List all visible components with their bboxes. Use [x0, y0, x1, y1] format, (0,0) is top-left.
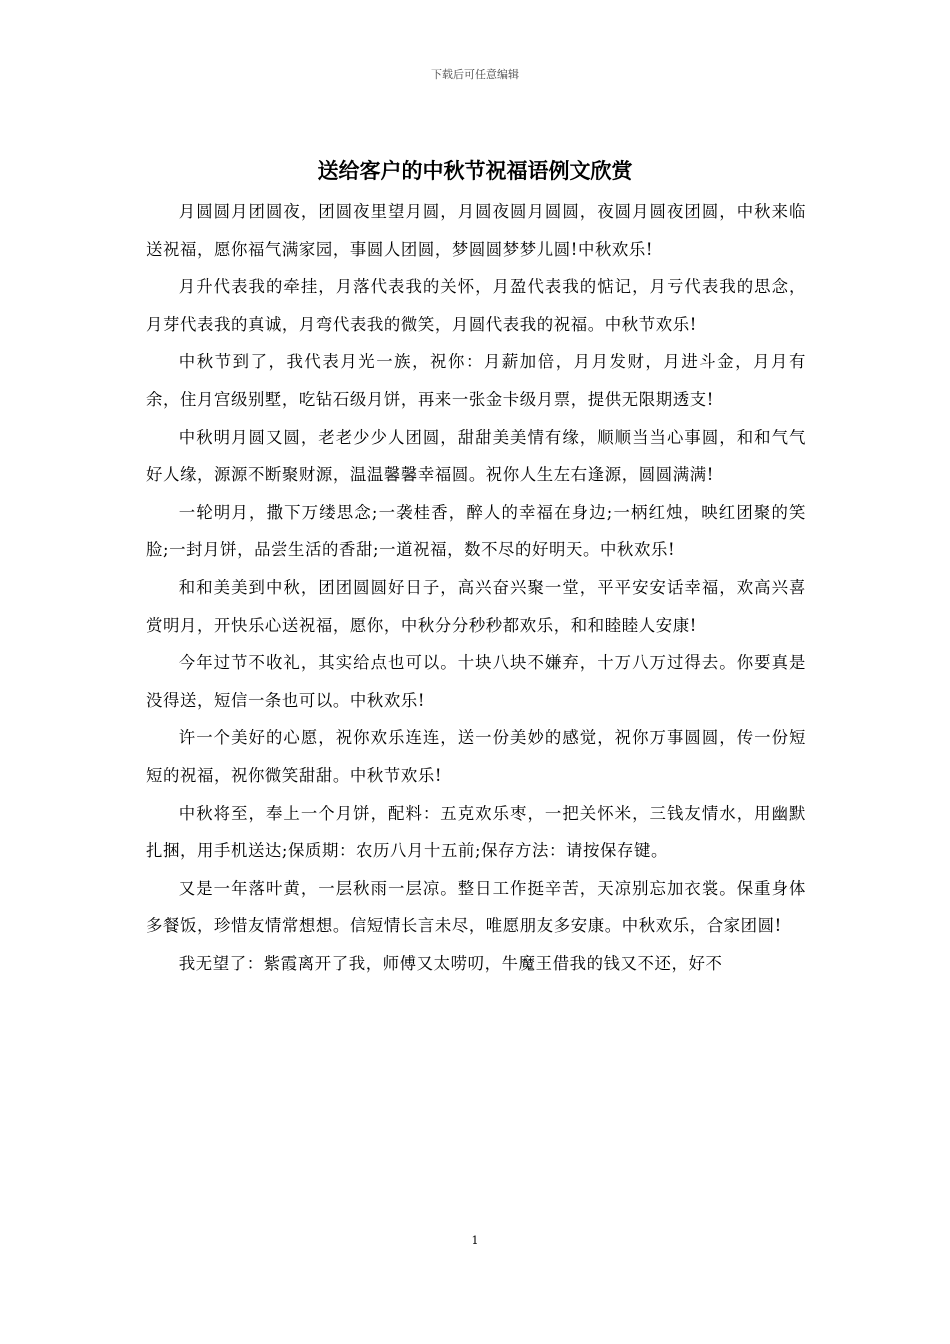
paragraph: 和和美美到中秋，团团圆圆好日子，高兴奋兴聚一堂，平平安安话幸福，欢高兴喜赏明月，开快乐心送祝福，愿你，中秋分分秒秒都欢乐，和和睦睦人安康!: [146, 577, 806, 635]
paragraph: 又是一年落叶黄，一层秋雨一层凉。整日工作挺辛苦，天凉别忘加衣裳。保重身体多餐饭，珍惜友情常想想。信短情长言未尽，唯愿朋友多安康。中秋欢乐，合家团圆!: [146, 878, 806, 936]
document-title: 送给客户的中秋节祝福语例文欣赏: [317, 158, 633, 183]
paragraph: 今年过节不收礼，其实给点也可以。十块八块不嫌弃，十万八万过得去。你要真是没得送，短信一条也可以。中秋欢乐!: [146, 653, 806, 710]
paragraph: 中秋将至，奉上一个月饼，配料：五克欢乐枣，一把关怀米，三钱友情水，用幽默扎捆，用手机送达;保质期：农历八月十五前;保存方法：请按保存键。: [146, 803, 806, 861]
header-note: 下载后可任意编辑: [431, 68, 519, 81]
paragraph: 中秋明月圆又圆，老老少少人团圆，甜甜美美情有缘，顺顺当当心事圆，和和气气好人缘，源源不断聚财源，温温馨馨幸福圆。祝你人生左右逢源，圆圆满满!: [146, 427, 806, 485]
page-number: 1: [471, 1234, 479, 1247]
paragraph: 中秋节到了，我代表月光一族，祝你：月薪加倍，月月发财，月进斗金，月月有余，住月宫级别墅，吃钻石级月饼，再来一张金卡级月票，提供无限期透支!: [146, 352, 806, 409]
paragraph: 许一个美好的心愿，祝你欢乐连连，送一份美妙的感觉，祝你万事圆圆，传一份短短的祝福，祝你微笑甜甜。中秋节欢乐!: [146, 728, 806, 785]
paragraph: 月升代表我的牵挂，月落代表我的关怀，月盈代表我的惦记，月亏代表我的思念，月芽代表我的真诚，月弯代表我的微笑，月圆代表我的祝福。中秋节欢乐!: [146, 277, 806, 334]
paragraph: 一轮明月，撒下万缕思念;一袭桂香，醉人的幸福在身边;一柄红烛，映红团聚的笑脸;一封月饼，品尝生活的香甜;一道祝福，数不尽的好明天。中秋欢乐!: [146, 502, 806, 560]
paragraph: 月圆圆月团圆夜，团圆夜里望月圆，月圆夜圆月圆圆，夜圆月圆夜团圆，中秋来临送祝福，愿你福气满家园，事圆人团圆，梦圆圆梦梦儿圆!中秋欢乐!: [146, 202, 806, 259]
document-body: [146, 193, 806, 982]
paragraph: 我无望了：紫霞离开了我，师傅又太唠叨，牛魔王借我的钱又不还，好不: [178, 953, 723, 973]
